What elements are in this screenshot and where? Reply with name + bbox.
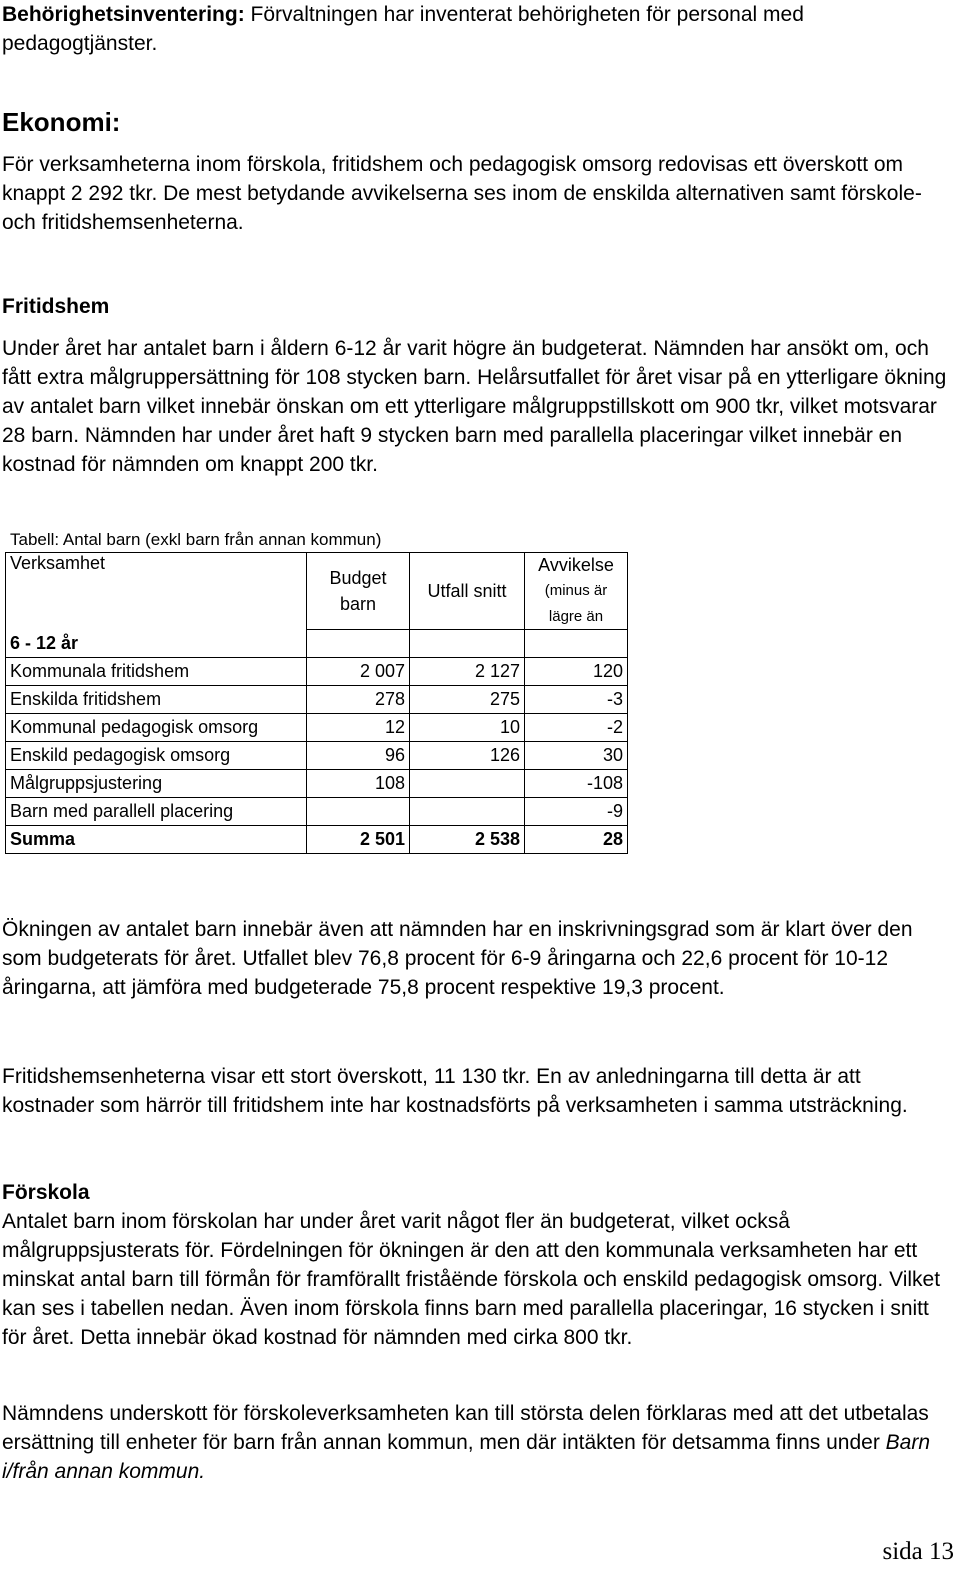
forskola-paragraph: Antalet barn inom förskolan har under året varit något fler än budgeterat, vilket också målgruppsjusterats för. Fördelningen för ökningen är den att den kommunala verksamheten har ett minskat antal barn till förmån för framförallt friståënde förskola och enskild pedagogisk omsorg. Vilket kan ses i tabellen nedan. Även inom förskola finns barn med parallella placeringar, 16 stycken i snitt för året. Detta innebär ökad kostnad för nämnden med cirka 800 tkr. [2,1210,941,1349]
table-row: Barn med parallell placering -9 [6,798,628,826]
children-table [5,552,628,854]
ekonomi-heading: Ekonomi: [2,107,121,137]
fritidshem-paragraph: Under året har antalet barn i åldern 6-12 år varit högre än budgeterat. Nämnden har ansökt om, och fått extra målgruppersättning för 108 stycken barn. Helårsutfallet för året visar på en ytterligare ökning av antalet barn vilket innebär önskan om ett ytterligare målgruppstillskott om 900 tkr, vilket motsvarar 28 barn. Nämnden har under året haft 9 stycken barn med parallella placeringar vilket innebär en kostnad för nämnden om knappt 200 tkr. [2,337,947,476]
paragraph-inskrivningsgrad: Ökningen av antalet barn innebär även att nämnden har en inskrivningsgrad som är klart över den som budgeterats för året. Utfallet blev 76,8 procent för 6-9 åringarna och 22,6 procent för 10-12 åringarna, att jämföra med budgeterade 75,8 procent respektive 19,3 procent. [2,918,913,999]
table-row: Kommunala fritidshem 2 007 2 127 120 [6,658,628,686]
group-label: 6 - 12 år [6,630,307,658]
header-utfall: Utfall snitt [410,553,525,630]
table-row: Enskilda fritidshem 278 275 -3 [6,686,628,714]
page-number: sida 13 [882,1538,954,1565]
table-header-row [6,553,628,630]
table-caption: Tabell: Antal barn (exkl barn från annan kommun) [10,530,382,549]
intro-label: Behörighetsinventering: [2,3,245,26]
header-budget: Budget barn [307,553,410,630]
header-verksamhet: Verksamhet [6,553,307,630]
table-row: Målgruppsjustering 108 -108 [6,770,628,798]
table-row: Enskild pedagogisk omsorg 96 126 30 [6,742,628,770]
intro-paragraph [2,0,956,58]
table-sum-row: Summa 2 501 2 538 28 [6,826,628,854]
ekonomi-paragraph: För verksamheterna inom förskola, fritidshem och pedagogisk omsorg redovisas ett överskott om knappt 2 292 tkr. De mest betydande avvikelserna ses inom de enskilda alternativen samt förskole- och fritidshemsenheterna. [2,153,922,234]
header-avvikelse: Avvikelse (minus är lägre än [525,553,628,630]
paragraph-fritidshemsenheterna: Fritidshemsenheterna visar ett stort överskott, 11 130 tkr. En av anledningarna till detta är att kostnader som härrör till fritidshem inte har kostnadsförts på verksamheten i samma utsträckning. [2,1065,908,1117]
table-group-row [6,630,628,658]
forskola-heading: Förskola [2,1181,90,1204]
table-row: Kommunal pedagogisk omsorg 12 10 -2 [6,714,628,742]
forskola-final-paragraph: Nämndens underskott för förskoleverksamheten kan till största delen förklaras med att det utbetalas ersättning till enheter för barn från annan kommun, men där intäkten för detsamma finns under Barn i/från annan kommun. [2,1402,930,1483]
intro-text: Förvaltningen har inventerat behörigheten för personal med pedagogtjänster. [2,3,804,55]
fritidshem-heading: Fritidshem [2,295,110,318]
